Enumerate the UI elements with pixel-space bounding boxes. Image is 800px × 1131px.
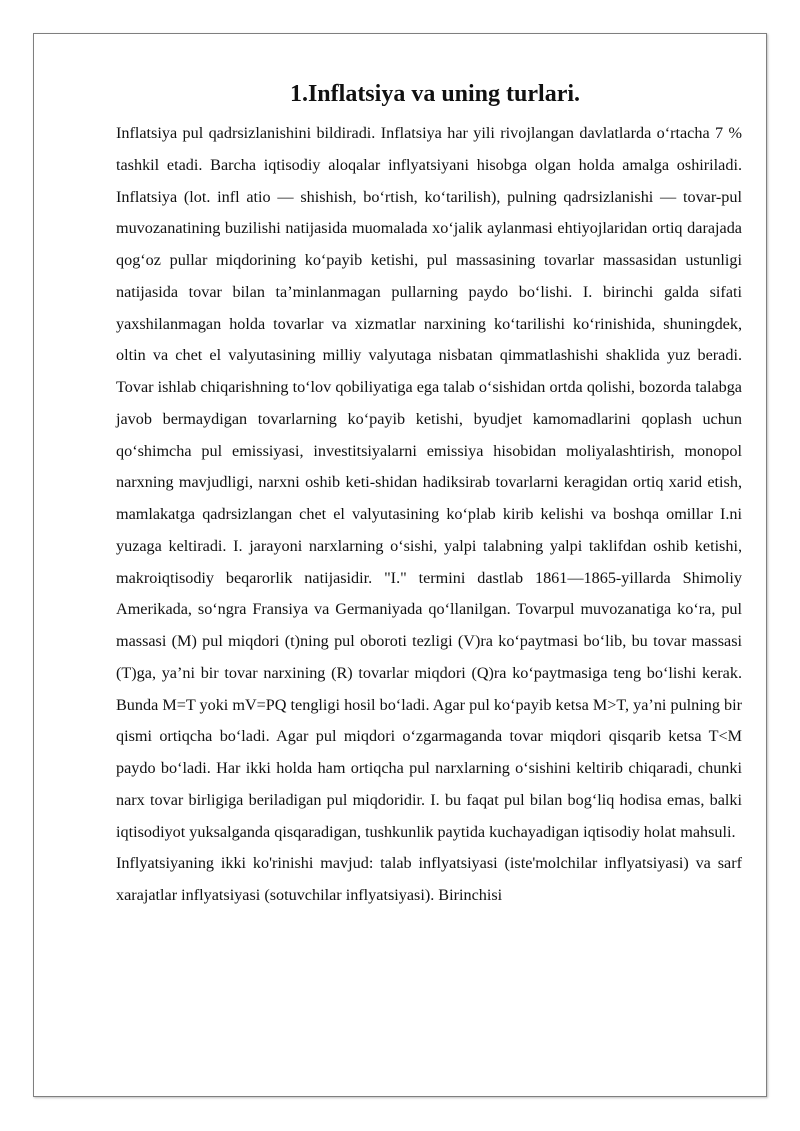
document-body <box>116 76 742 912</box>
paragraph-inflation-types: Inflyatsiyaning ikki ko'rinishi mavjud: talab inflyatsiyasi (iste'molchilar inflyatsiyasi) va sarf xarajatlar inflyatsiyasi (sotuvchilar inflyatsiyasi). Birinchisi <box>116 854 742 904</box>
paragraph-inflation-definition: Inflatsiya pul qadrsizlanishini bildiradi. Inflatsiya har yili rivojlangan davlatlarda o‘rtacha 7 % tashkil etadi. Barcha iqtisodiy aloqalar inflyatsiyani hisobga olgan holda amalga oshiriladi. Inflatsiya (lot. infl atio — shishish, bo‘rtish, ko‘tarilish), pulning qadrsizlanishi — tovar-pul muvozanatining buzilishi natijasida muomalada xo‘jalik aylanmasi ehtiyojlaridan ortiq darajada qog‘oz pullar miqdorining ko‘payib ketishi, pul massasining tovarlar massasidan ustunligi natijasida tovar bilan ta’minlanmagan pullarning paydo bo‘lishi. I. birinchi galda sifati yaxshilanmagan holda tovarlar va xizmatlar narxining ko‘tarilishi ko‘rinishida, shuningdek, oltin va chet el valyutasining milliy valyutaga nisbatan qimmatlashishi shaklida yuz beradi. Tovar ishlab chiqarishning to‘lov qobiliyatiga ega talab o‘sishidan ortda qolishi, bozorda talabga javob bermaydigan tovarlarning ko‘payib ketishi, byudjet kamomadlarini qoplash uchun qo‘shimcha pul emissiyasi, investitsiyalarni emissiya hisobidan moliyalashtirish, monopol narxning mavjudligi, narxni oshib keti-shidan hadiksirab tovarlarni keragidan ortiq xarid etish, mamlakatga qadrsizlangan chet el valyutasining ko‘plab kirib kelishi va boshqa omillar I.ni yuzaga keltiradi. I. jarayoni narxlarning o‘sishi, yalpi talabning yalpi taklifdan oshib ketishi, makroiqtisodiy beqarorlik natijasidir. "I." termini dastlab 1861—1865-yillarda Shimoliy Amerikada, so‘ngra Fransiya va Germaniyada qo‘llanilgan. Tovarpul muvozanatiga ko‘ra, pul massasi (M) pul miqdori (t)ning pul oboroti tezligi (V)ra ko‘paytmasi bo‘lib, bu tovar massasi (T)ga, ya’ni bir tovar narxining (R) tovarlar miqdori (Q)ra ko‘paytmasiga teng bo‘lishi kerak. Bunda M=T yoki mV=PQ tengligi hosil bo‘ladi. Agar pul ko‘payib ketsa M>T, ya’ni pulning bir qismi ortiqcha bo‘ladi. Agar pul miqdori o‘zgarmaganda tovar miqdori qisqarib ketsa T<M paydo bo‘ladi. Har ikki holda ham ortiqcha pul narxlarning o‘sishini keltirib chiqaradi, chunki narx tovar birligiga beriladigan pul miqdoridir. I. bu faqat pul bilan bog‘liq hodisa emas, balki iqtisodiyot yuksalganda qisqaradigan, tushkunlik paytida kuchayadigan iqtisodiy holat mahsuli. <box>116 124 742 841</box>
page-title: 1.Inflatsiya va uning turlari. <box>289 81 581 107</box>
